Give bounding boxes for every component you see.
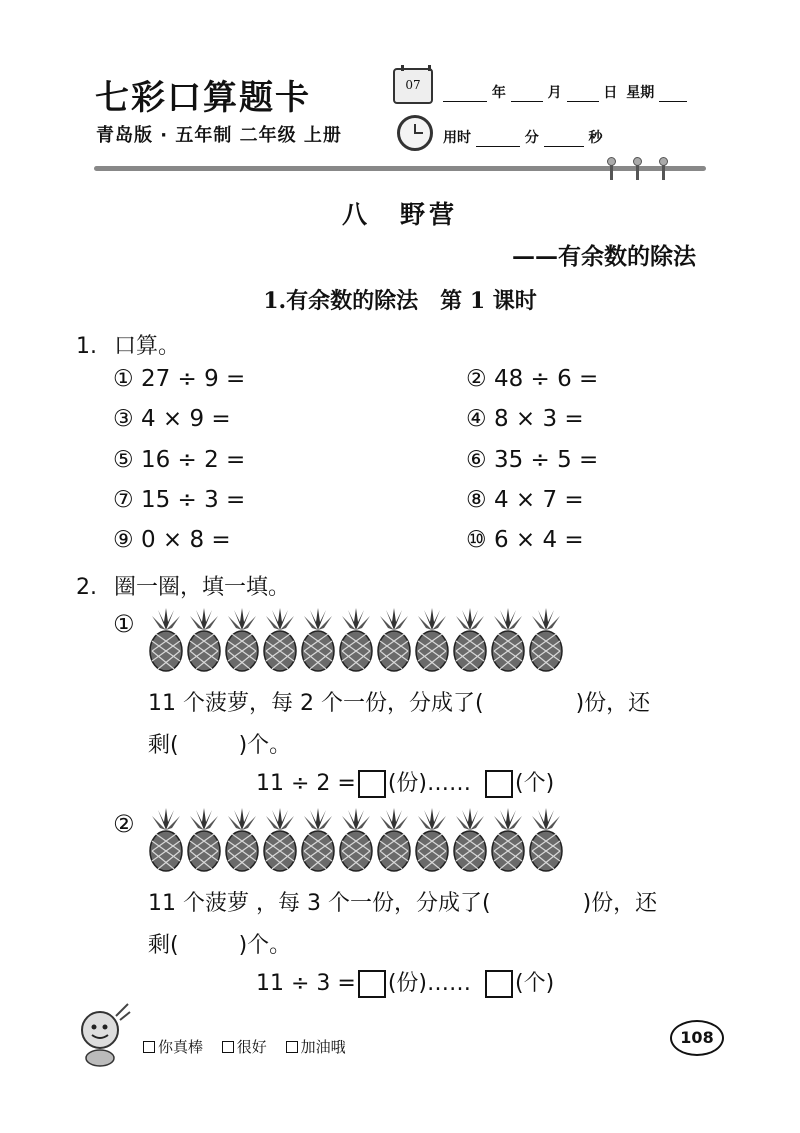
rating-label: 很好 (236, 1038, 267, 1056)
year-blank[interactable] (443, 87, 487, 102)
pineapple-icon[interactable] (490, 608, 526, 672)
rating-option[interactable] (286, 1038, 346, 1056)
pineapple-icon[interactable] (300, 608, 336, 672)
question-number: 2. (76, 575, 97, 600)
sentence-text: )个。 (238, 733, 292, 758)
item-marker: ⑥ (466, 447, 487, 473)
equation-text: (份)…… (387, 971, 472, 996)
item-marker: ⑧ (466, 487, 487, 513)
item-marker: ② (466, 366, 487, 392)
lesson-title: 1.有余数的除法 第 1 课时 (263, 288, 537, 314)
item-marker: ⑨ (113, 527, 134, 553)
divider-pin (636, 160, 639, 180)
sentence-text: 11 个菠萝 ，每 3 个一份，分成了( (148, 891, 491, 916)
calendar-day: 07 (405, 78, 421, 92)
division-equation (256, 966, 554, 998)
question-title: 口算。 (114, 334, 181, 359)
question-title: 圈一圈，填一填。 (114, 575, 291, 600)
answer-box[interactable] (358, 970, 386, 998)
rating-option[interactable] (143, 1038, 203, 1056)
second-label: 秒 (588, 130, 603, 146)
calc-item[interactable] (113, 487, 245, 513)
calendar-icon (393, 68, 433, 104)
pineapple-icon[interactable] (300, 808, 336, 872)
rating-checkbox[interactable] (143, 1041, 155, 1053)
fill-sentence (148, 686, 650, 717)
part-marker: ① (113, 610, 135, 638)
pineapple-icon[interactable] (528, 608, 564, 672)
division-equation (256, 766, 554, 798)
fill-sentence (148, 886, 657, 917)
calc-item[interactable] (113, 447, 245, 473)
sentence-text: 剩( (148, 933, 179, 958)
question-1-heading (76, 329, 180, 360)
day-blank[interactable] (567, 87, 599, 102)
calc-item[interactable] (113, 406, 231, 432)
brand-title: 七彩口算题卡 (95, 78, 311, 118)
item-expression: 27 ÷ 9 = (140, 366, 246, 392)
item-marker: ③ (113, 406, 134, 432)
divider-pin (610, 160, 613, 180)
pineapple-icon[interactable] (376, 608, 412, 672)
page-number: 108 (670, 1020, 724, 1056)
time-fill-line (443, 127, 603, 147)
pineapple-icon[interactable] (376, 808, 412, 872)
calc-item[interactable] (113, 366, 245, 392)
month-blank[interactable] (511, 87, 543, 102)
unit-title: 八 野营 (341, 200, 458, 229)
sentence-text: )个。 (238, 933, 292, 958)
fill-sentence (148, 928, 291, 959)
rating-label: 加油哦 (300, 1038, 346, 1056)
item-expression: 15 ÷ 3 = (140, 487, 246, 513)
pineapple-icon[interactable] (452, 608, 488, 672)
question-number: 1. (76, 334, 97, 359)
time-used-label: 用时 (443, 130, 471, 146)
answer-box[interactable] (358, 770, 386, 798)
clock-icon (397, 115, 433, 151)
equation-text: (个) (515, 971, 555, 996)
item-expression: 48 ÷ 6 = (493, 366, 599, 392)
pineapple-icon[interactable] (414, 808, 450, 872)
item-expression: 6 × 4 = (493, 527, 584, 553)
answer-box[interactable] (485, 770, 513, 798)
weekday-label: 星期 (626, 85, 655, 101)
pineapple-icon[interactable] (414, 608, 450, 672)
mascot-icon (72, 1002, 134, 1072)
pineapple-icon[interactable] (528, 808, 564, 872)
rating-checkbox[interactable] (222, 1041, 234, 1053)
equation-text: 11 ÷ 3 = (256, 971, 356, 996)
item-expression: 35 ÷ 5 = (493, 447, 599, 473)
pineapple-icon[interactable] (224, 608, 260, 672)
pineapple-icon[interactable] (490, 808, 526, 872)
item-marker: ⑤ (113, 447, 134, 473)
month-label: 月 (547, 85, 562, 101)
item-expression: 8 × 3 = (493, 406, 584, 432)
item-expression: 16 ÷ 2 = (140, 447, 246, 473)
calc-item[interactable] (466, 447, 598, 473)
pineapple-icon[interactable] (338, 808, 374, 872)
calc-item[interactable] (113, 527, 231, 553)
rating-checkbox[interactable] (286, 1041, 298, 1053)
fill-sentence (148, 728, 291, 759)
pineapple-icon[interactable] (148, 808, 184, 872)
equation-text: (个) (515, 771, 555, 796)
pineapple-icon[interactable] (262, 608, 298, 672)
calc-item[interactable] (466, 366, 598, 392)
date-fill-line (443, 82, 687, 102)
pineapple-row[interactable] (148, 808, 564, 872)
day-label: 日 (603, 85, 618, 101)
part-marker: ② (113, 810, 135, 838)
pineapple-icon[interactable] (338, 608, 374, 672)
pineapple-icon[interactable] (262, 808, 298, 872)
divider-pin (662, 160, 665, 180)
minute-blank[interactable] (476, 132, 520, 147)
pineapple-row[interactable] (148, 608, 564, 672)
rating-label: 你真棒 (158, 1038, 204, 1056)
item-expression: 0 × 8 = (140, 527, 231, 553)
second-blank[interactable] (544, 132, 584, 147)
sentence-text: 剩( (148, 733, 179, 758)
calc-item[interactable] (466, 406, 584, 432)
pineapple-icon[interactable] (186, 608, 222, 672)
item-marker: ① (113, 366, 134, 392)
pineapple-icon[interactable] (186, 808, 222, 872)
pineapple-icon[interactable] (148, 608, 184, 672)
item-marker: ⑩ (466, 527, 487, 553)
question-2-heading (76, 570, 290, 601)
sentence-text: )份，还 (582, 891, 658, 916)
calc-item[interactable] (466, 487, 584, 513)
weekday-blank[interactable] (659, 87, 687, 102)
equation-text: (份)…… (387, 771, 472, 796)
item-expression: 4 × 9 = (140, 406, 231, 432)
rating-option[interactable] (222, 1038, 267, 1056)
pineapple-icon[interactable] (452, 808, 488, 872)
pineapple-icon[interactable] (224, 808, 260, 872)
unit-subtitle: ——有余数的除法 (512, 243, 696, 270)
edition-label: 青岛版 · 五年制 二年级 上册 (96, 125, 342, 146)
equation-text: 11 ÷ 2 = (256, 771, 356, 796)
item-expression: 4 × 7 = (493, 487, 584, 513)
minute-label: 分 (524, 130, 539, 146)
sentence-text: )份，还 (575, 691, 651, 716)
item-marker: ⑦ (113, 487, 134, 513)
answer-box[interactable] (485, 970, 513, 998)
header-divider (94, 166, 706, 171)
item-marker: ④ (466, 406, 487, 432)
calc-item[interactable] (466, 527, 584, 553)
self-rating (143, 1036, 360, 1057)
sentence-text: 11 个菠萝，每 2 个一份，分成了( (148, 691, 484, 716)
year-label: 年 (491, 85, 506, 101)
